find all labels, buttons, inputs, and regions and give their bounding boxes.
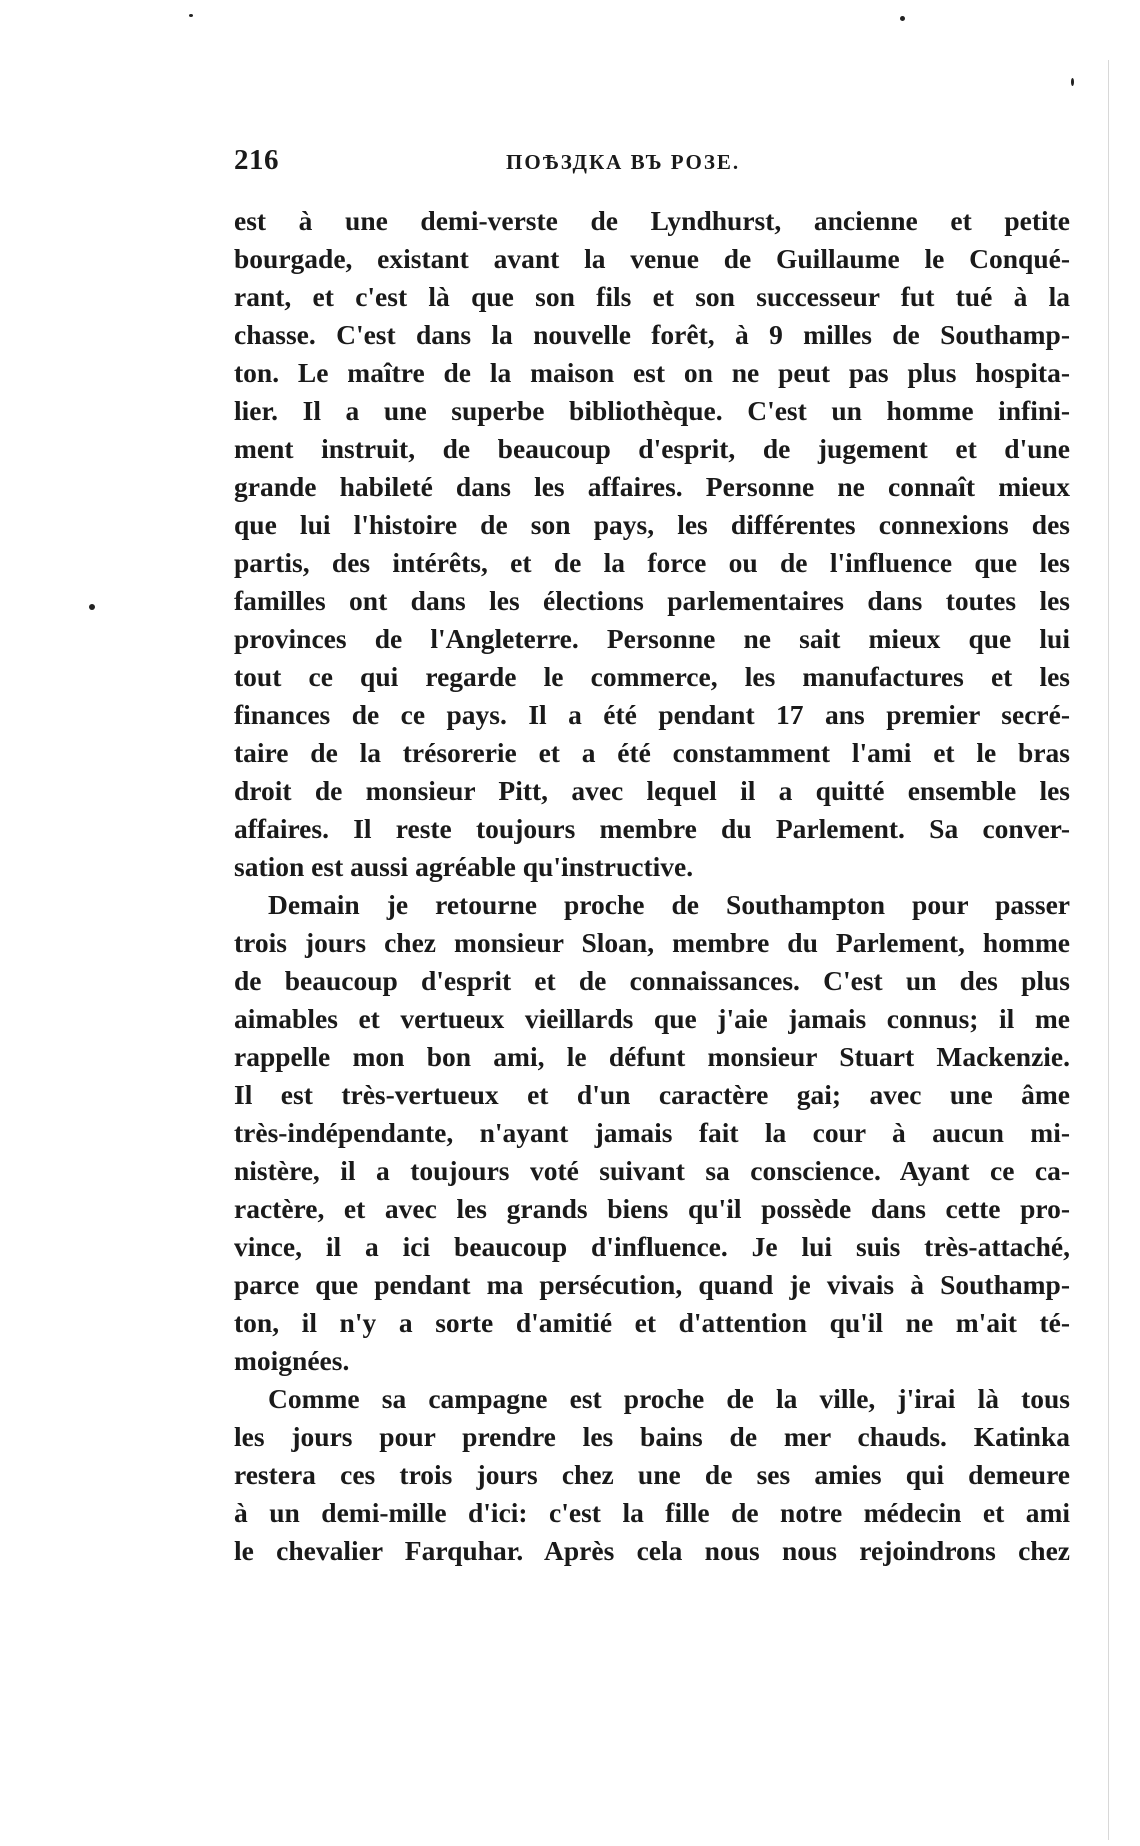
text-line: Demain je retourne proche de Southampton pour passer	[268, 889, 1070, 920]
text-line: ton, il n'y a sorte d'amitié et d'attention qu'il ne m'ait té-	[234, 1307, 1070, 1338]
text-line: trois jours chez monsieur Sloan, membre du Parlement, homme	[234, 927, 1070, 958]
text-line: très-indépendante, n'ayant jamais fait la cour à aucun mi-	[234, 1117, 1070, 1148]
text-line: vince, il a ici beaucoup d'influence. Je lui suis très-attaché,	[234, 1231, 1070, 1262]
scan-speck	[900, 16, 905, 21]
text-line: familles ont dans les élections parlementaires dans toutes les	[234, 585, 1070, 616]
text-line: Comme sa campagne est proche de la ville, j'irai là tous	[268, 1383, 1070, 1414]
text-line: lier. Il a une superbe bibliothèque. C'est un homme infini-	[234, 395, 1070, 426]
text-line: chasse. C'est dans la nouvelle forêt, à 9 milles de Southamp-	[234, 319, 1070, 350]
page-edge-shadow	[1108, 60, 1109, 1840]
text-line: Il est très-vertueux et d'un caractère gai; avec une âme	[234, 1079, 1070, 1110]
text-line: grande habileté dans les affaires. Personne ne connaît mieux	[234, 471, 1070, 502]
text-line: restera ces trois jours chez une de ses amies qui demeure	[234, 1459, 1070, 1490]
text-line: rant, et c'est là que son fils et son successeur fut tué à la	[234, 281, 1070, 312]
text-line: nistère, il a toujours voté suivant sa conscience. Ayant ce ca-	[234, 1155, 1070, 1186]
text-line: le chevalier Farquhar. Après cela nous nous rejoindrons chez	[234, 1535, 1070, 1566]
text-line: partis, des intérêts, et de la force ou de l'influence que les	[234, 547, 1070, 578]
text-line: que lui l'histoire de son pays, les différentes connexions des	[234, 509, 1070, 540]
text-line: ractère, et avec les grands biens qu'il possède dans cette pro-	[234, 1193, 1070, 1224]
text-line: de beaucoup d'esprit et de connaissances. C'est un des plus	[234, 965, 1070, 996]
scan-speck	[1071, 78, 1074, 86]
text-line: les jours pour prendre les bains de mer chauds. Katinka	[234, 1421, 1070, 1452]
scan-speck	[89, 604, 95, 610]
text-line: rappelle mon bon ami, le défunt monsieur Stuart Mackenzie.	[234, 1041, 1070, 1072]
text-line: bourgade, existant avant la venue de Guillaume le Conqué-	[234, 243, 1070, 274]
page-number: 216	[234, 144, 279, 176]
text-line: droit de monsieur Pitt, avec lequel il a quitté ensemble les	[234, 775, 1070, 806]
text-line: sation est aussi agréable qu'instructive.	[234, 851, 694, 882]
text-line: tout ce qui regarde le commerce, les manufactures et les	[234, 661, 1070, 692]
text-line: finances de ce pays. Il a été pendant 17 ans premier secré-	[234, 699, 1070, 730]
text-line: provinces de l'Angleterre. Personne ne sait mieux que lui	[234, 623, 1070, 654]
scan-speck	[189, 14, 193, 17]
body-text	[234, 202, 1070, 1570]
text-line: ton. Le maître de la maison est on ne peut pas plus hospita-	[234, 357, 1070, 388]
text-line: est à une demi-verste de Lyndhurst, ancienne et petite	[234, 205, 1070, 236]
running-title: ПОѢЗДКА ВЪ РОЗЕ.	[506, 150, 741, 174]
text-line: ment instruit, de beaucoup d'esprit, de jugement et d'une	[234, 433, 1070, 464]
text-line: moignées.	[234, 1345, 350, 1376]
text-line: affaires. Il reste toujours membre du Parlement. Sa conver-	[234, 813, 1070, 844]
text-line: à un demi-mille d'ici: c'est la fille de notre médecin et ami	[234, 1497, 1070, 1528]
text-line: parce que pendant ma persécution, quand je vivais à Southamp-	[234, 1269, 1070, 1300]
text-line: aimables et vertueux vieillards que j'aie jamais connus; il me	[234, 1003, 1070, 1034]
page-header	[234, 144, 1070, 180]
text-line: taire de la trésorerie et a été constamment l'ami et le bras	[234, 737, 1070, 768]
